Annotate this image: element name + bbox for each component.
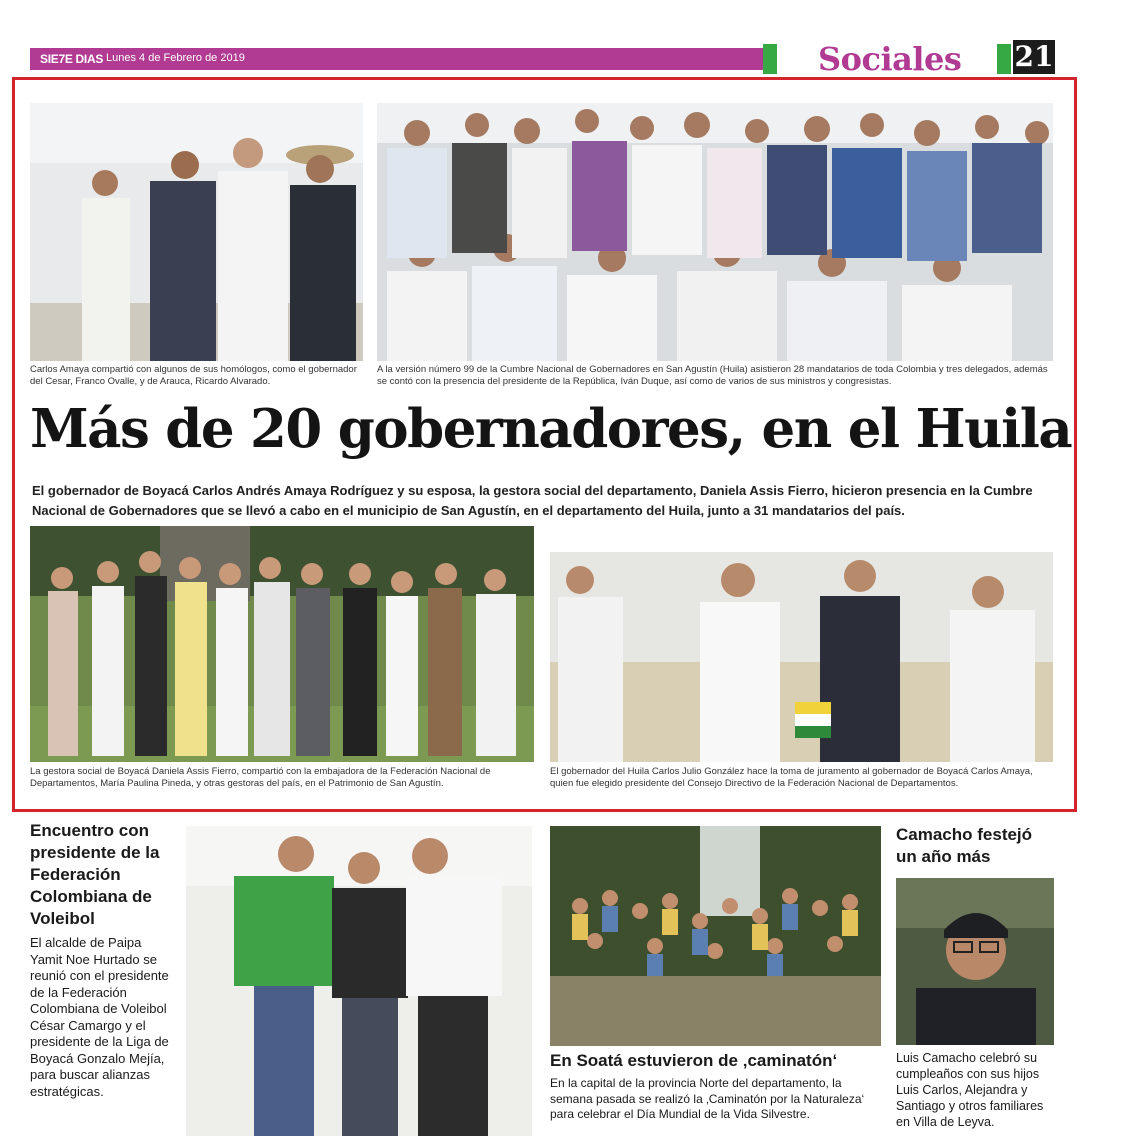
- feature-lead: El gobernador de Boyacá Carlos Andrés Amaya Rodríguez y su esposa, la gestora social del departamento, Daniela Assis Fierro, hicieron presencia en la Cumbre Nacional de Gobernadores que se llevó a cabo en el municipio de San Agustín, en el departamento del Huila, junto a 31 mandatarios del país.: [32, 483, 1033, 518]
- caption-top-right: A la versión número 99 de la Cumbre Nacional de Gobernadores en San Agustín (Huila) asistieron 28 mandatarios de toda Colombia y tres delegados, además se contó con la presencia del presidente de la República, Iván Duque, así como de varios de sus ministros y congresistas.: [377, 364, 1048, 387]
- story-soata-headline: En Soatá estuvieron de ‚caminatón‘: [550, 1051, 838, 1070]
- newspaper-brand: SIE7E DIAS: [40, 52, 104, 66]
- story-camacho-body: Luis Camacho celebró su cumpleaños con sus hijos Luis Carlos, Alejandra y Santiago y otros familiares en Villa de Leyva.: [896, 1051, 1044, 1129]
- issue-date: Lunes 4 de Febrero de 2019: [106, 52, 245, 64]
- story-camacho-headline: Camacho festejó un año más: [896, 825, 1033, 866]
- story-soata-body: En la capital de la provincia Norte del departamento, la semana pasada se realizó la ‚Caminatón por la Naturaleza‘ para celebrar el Día Mundial de la Vida Silvestre.: [550, 1076, 865, 1121]
- story-voleibol-body: El alcalde de Paipa Yamit Noe Hurtado se reunió con el presidente de la Federación Colombiana de Voleibol César Camargo y el presidente de la Liga de Boyacá Gonzalo Mejía, para buscar alianzas estratégicas.: [30, 935, 169, 1099]
- photo-juramento: [550, 552, 1053, 762]
- section-title: Sociales: [818, 40, 962, 78]
- header-accent-left: [763, 44, 777, 74]
- story-voleibol-headline: Encuentro con presidente de la Federación Colombiana de Voleibol: [30, 821, 160, 928]
- caption-bottom-left: La gestora social de Boyacá Daniela Assis Fierro, compartió con la embajadora de la Federación Nacional de Departamentos, María Paulina Pineda, y otras gestoras del país, en el Patrimonio de San Agustín.: [30, 766, 491, 789]
- photo-caminaton: [550, 826, 881, 1046]
- caption-top-left: Carlos Amaya compartió con algunos de sus homólogos, como el gobernador del Cesar, Franco Ovalle, y de Arauca, Ricardo Alvarado.: [30, 364, 357, 387]
- photo-camacho: [896, 878, 1054, 1045]
- page-number: 21: [1014, 40, 1054, 73]
- caption-bottom-right: El gobernador del Huila Carlos Julio González hace la toma de juramento al gobernador de Boyacá Carlos Amaya, quien fue elegido presidente del Consejo Directivo de la Federación Nacional de Departamentos.: [550, 766, 1033, 789]
- feature-headline: Más de 20 gobernadores, en el Huila: [30, 398, 1072, 460]
- photo-governors-group: [30, 103, 363, 361]
- photo-gestoras-group: [30, 526, 534, 762]
- photo-cumbre-group: [377, 103, 1053, 361]
- header-accent-right: [997, 44, 1011, 74]
- photo-voleibol-meeting: [186, 826, 532, 1136]
